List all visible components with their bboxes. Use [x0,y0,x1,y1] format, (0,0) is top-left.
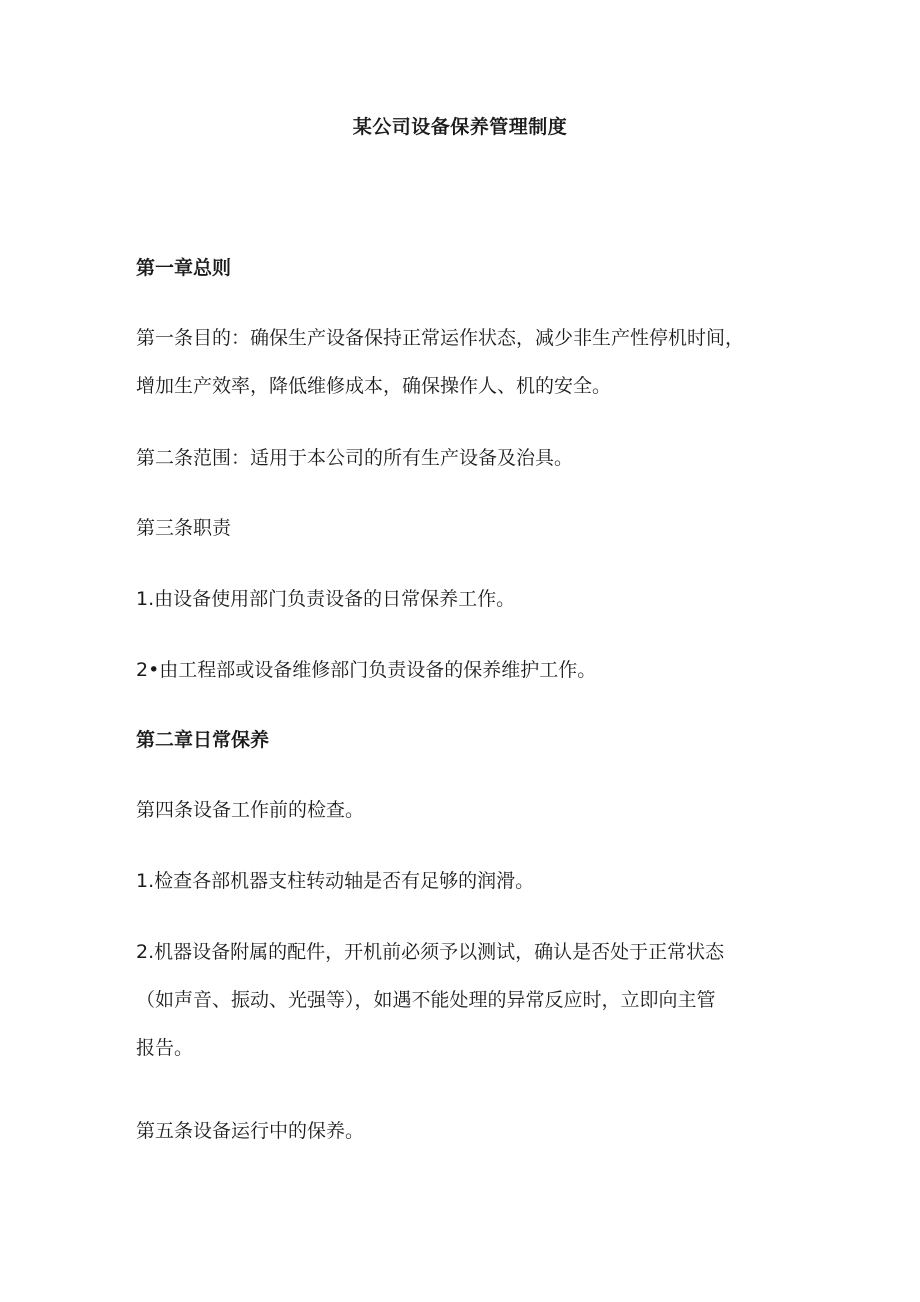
article-1-line-2: 增加生产效率，降低维修成本，确保操作人、机的安全。 [136,375,612,397]
article-4-item-2-line-3: 报告。 [136,1037,194,1059]
document-title: 某公司设备保养管理制度 [352,116,568,138]
article-4-item-2-line-1: 2.机器设备附属的配件，开机前必须予以测试，确认是否处于正常状态 [136,941,725,963]
article-4-paragraph: 第四条设备工作前的检查。 [136,799,365,821]
article-5-paragraph: 第五条设备运行中的保养。 [136,1120,365,1142]
article-1-paragraph [136,314,786,410]
article-3-item-1: 1.由设备使用部门负责设备的日常保养工作。 [136,588,516,610]
article-4-item-2-line-2: （如声音、振动、光强等），如遇不能处理的异常反应时，立即向主管 [136,989,716,1011]
article-4-item-1: 1.检查各部机器支柱转动轴是否有足够的润滑。 [136,870,535,892]
article-3-item-2: 2•由工程部或设备维修部门负责设备的保养维护工作。 [136,659,597,681]
article-3-paragraph: 第三条职责 [136,517,232,539]
chapter-2-heading: 第二章日常保养 [136,729,270,751]
article-4-item-2 [136,928,786,1072]
article-2-paragraph: 第二条范围：适用于本公司的所有生产设备及治具。 [136,447,574,469]
chapter-1-heading: 第一章总则 [136,257,232,279]
article-1-line-1: 第一条目的：确保生产设备保持正常运作状态，减少非生产性停机时间， [136,327,745,349]
